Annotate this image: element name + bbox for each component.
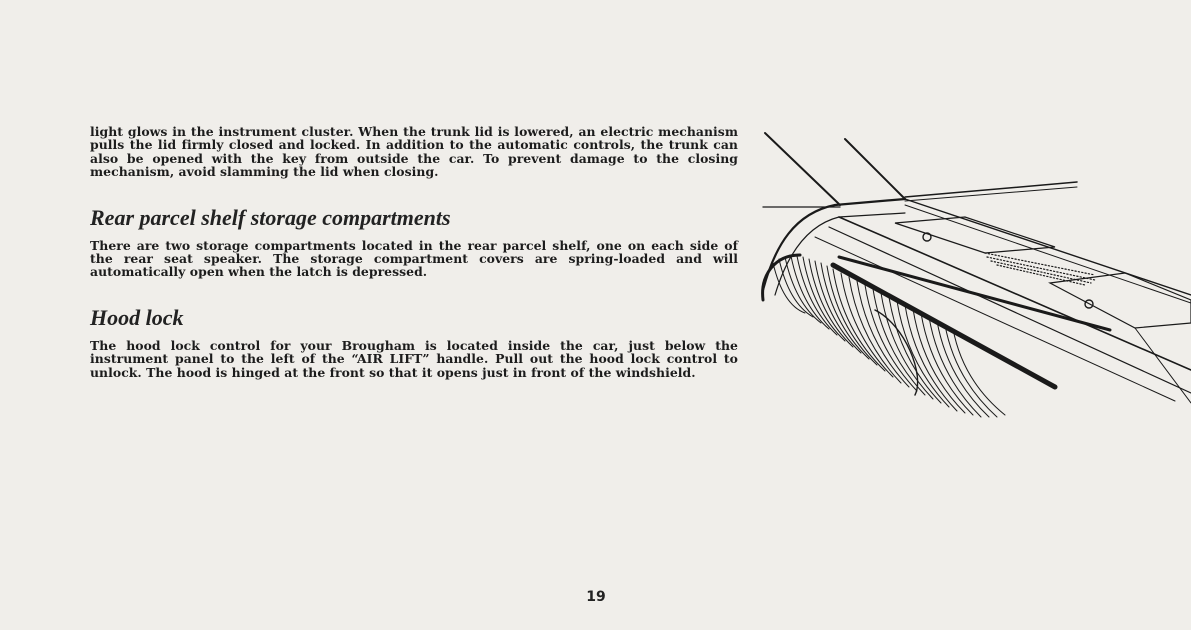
section-heading-parcel-shelf: Rear parcel shelf storage compartments <box>90 204 451 230</box>
section-text-parcel-shelf: There are two storage compartments located in the rear parcel shelf, one on each side of the rear seat speaker. The storage compartment covers are spring-loaded and will automatically open when the latch is depressed. <box>90 237 738 280</box>
section-text-hood-lock: The hood lock control for your Brougham is located inside the car, just below the instrument panel to the left of the “AIR LIFT” handle. Pull out the hood lock control to unlock. The hood is hinged at the front so that it opens just in front of the windshield. <box>90 337 738 380</box>
rear-parcel-shelf-illustration <box>755 125 1191 425</box>
page-number: 19 <box>586 589 606 605</box>
intro-paragraph: light glows in the instrument cluster. When the trunk lid is lowered, an electric mechanism pulls the lid firmly closed and locked. In addition to the automatic controls, the trunk can also be opened with the key from outside the car. To prevent damage to the closing mechanism, avoid slamming the lid when closing. <box>90 124 738 180</box>
text-column <box>90 125 738 379</box>
section-heading-hood-lock: Hood lock <box>90 304 184 330</box>
